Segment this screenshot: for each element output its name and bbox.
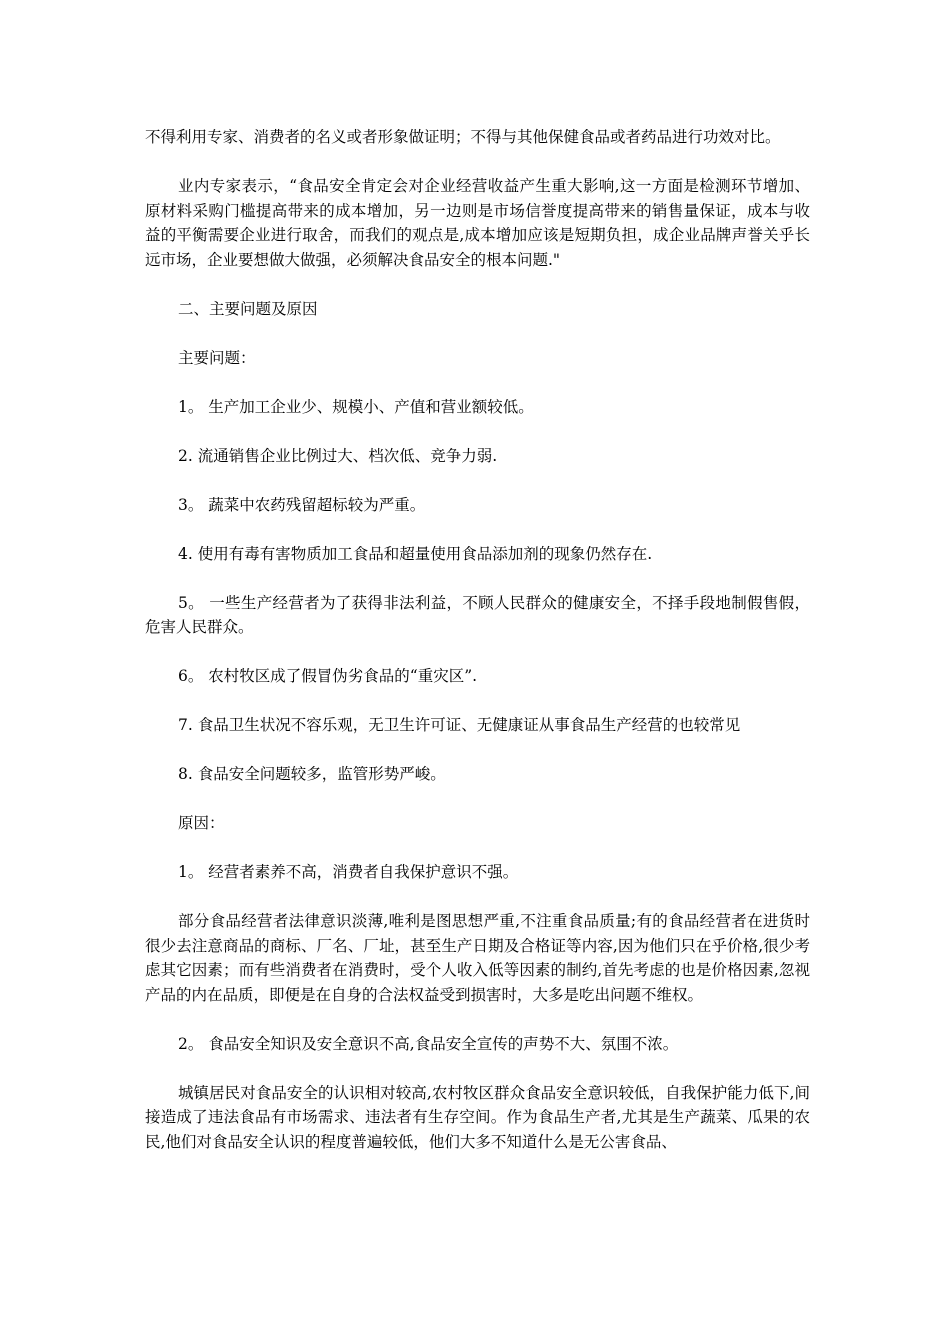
document-page — [145, 125, 810, 1154]
problem-item-7: 7. 食品卫生状况不容乐观，无卫生许可证、无健康证从事食品生产经营的也较常见 — [178, 716, 741, 734]
cause-2-explanation: 城镇居民对食品安全的认识相对较高,农村牧区群众食品安全意识较低，自我保护能力低下,间接造成了违法食品有市场需求、违法者有生存空间。作为食品生产者,尤其是生产蔬菜、瓜果的农民,他们对食品安全认识的程度普遍较低，他们大多不知道什么是无公害食品、 — [145, 1083, 810, 1151]
problem-item-6: 6。 农村牧区成了假冒伪劣食品的“重灾区”. — [178, 667, 478, 685]
problem-item-3: 3。 蔬菜中农药残留超标较为严重。 — [178, 495, 426, 514]
subheading-main-problems: 主要问题： — [178, 348, 256, 367]
subheading-causes: 原因： — [178, 814, 225, 832]
problem-item-1: 1。 生产加工企业少、规模小、产值和营业额较低。 — [178, 397, 534, 416]
paragraph-expert-opinion: 业内专家表示，“食品安全肯定会对企业经营收益产生重大影响,这一方面是检测环节增加、原材料采购门槛提高带来的成本增加，另一边则是市场信誉度提高带来的销售量保证，成本与收益的平衡需要企业进行取舍，而我们的观点是,成本增加应该是短期负担，成企业品牌声誉关乎长远市场，企业要想做大做强，必须解决食品安全的根本问题." — [145, 177, 810, 269]
problem-item-5: 5。 一些生产经营者为了获得非法利益，不顾人民群众的健康安全，不择手段地制假售假，危害人民群众。 — [145, 593, 810, 636]
problem-item-4: 4. 使用有毒有害物质加工食品和超量使用食品添加剂的现象仍然存在. — [178, 544, 653, 563]
paragraph-advertising-rules: 不得利用专家、消费者的名义或者形象做证明；不得与其他保健食品或者药品进行功效对比。 — [145, 128, 781, 146]
cause-1-explanation: 部分食品经营者法律意识淡薄,唯利是图思想严重,不注重食品质量;有的食品经营者在进货时很少去注意商品的商标、厂名、厂址，甚至生产日期及合格证等内容,因为他们只在乎价格,很少考虑其它因素；而有些消费者在消费时，受个人收入低等因素的制约,首先考虑的也是价格因素,忽视产品的内在品质，即便是在自身的合法权益受到损害时，大多是吃出问题不维权。 — [145, 912, 810, 1004]
cause-item-1: 1。 经营者素养不高，消费者自我保护意识不强。 — [178, 863, 519, 881]
problem-item-2: 2. 流通销售企业比例过大、档次低、竞争力弱. — [178, 446, 498, 465]
cause-item-2: 2。 食品安全知识及安全意识不高,食品安全宣传的声势不大、氛围不浓。 — [178, 1034, 679, 1053]
problem-item-8: 8. 食品安全问题较多，监管形势严峻。 — [178, 765, 446, 783]
section-heading-problems-causes: 二、主要问题及原因 — [178, 299, 318, 318]
